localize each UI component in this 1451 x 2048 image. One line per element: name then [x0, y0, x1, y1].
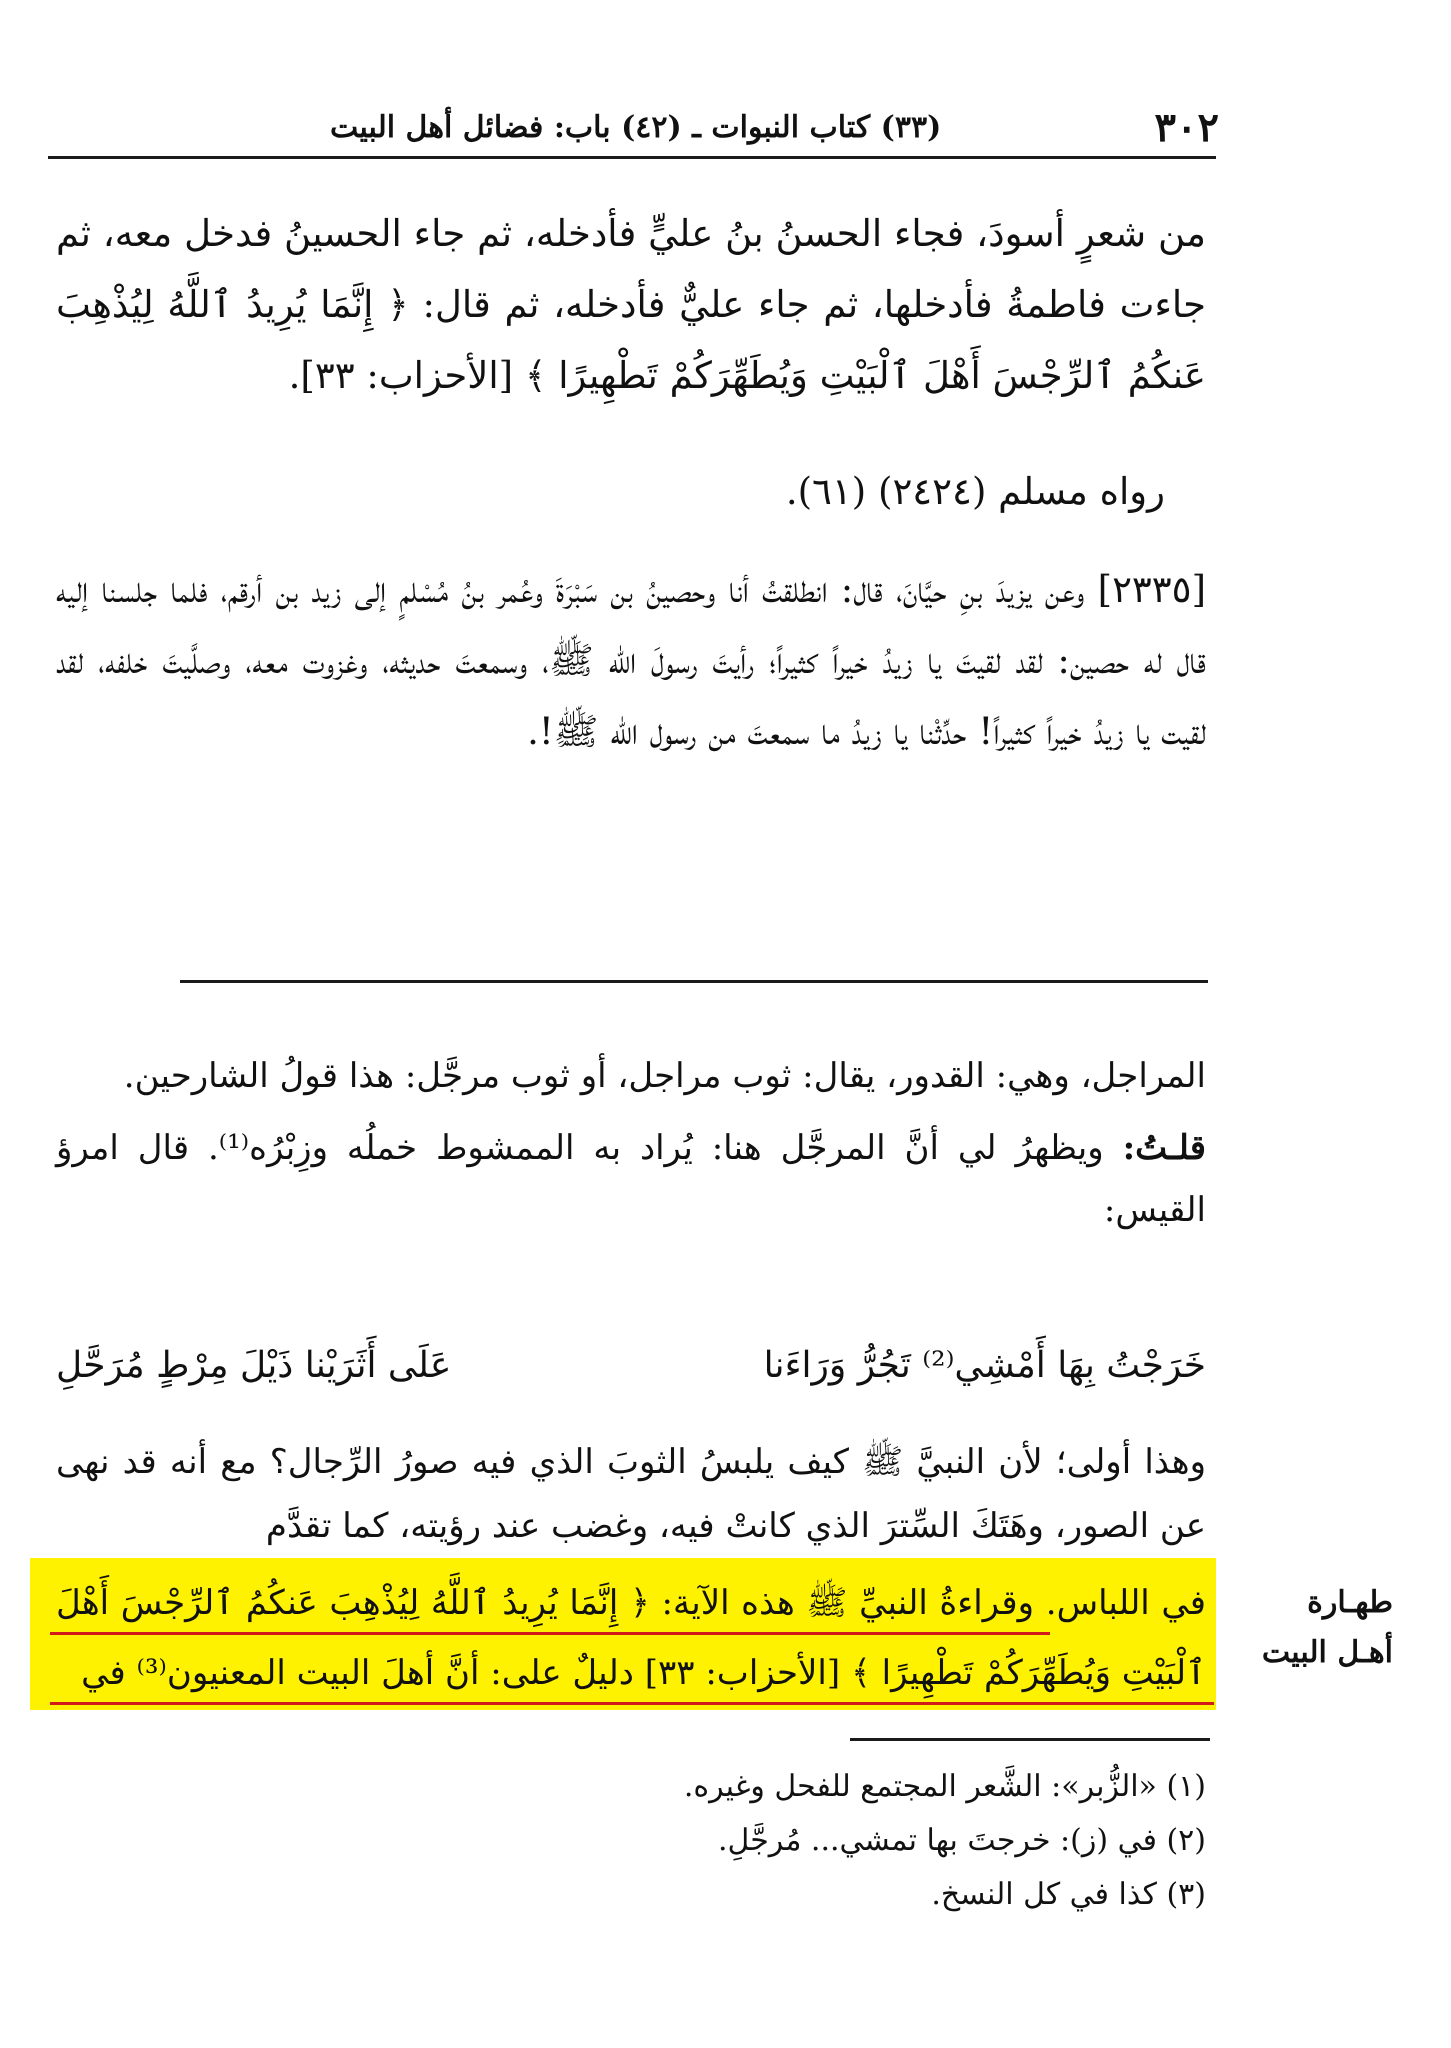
- footnote-3: (٣) كذا في كل النسخ.: [931, 1877, 1206, 1912]
- main-paragraph-2: [56, 554, 1206, 767]
- footnote-2: (٢) في (ز): خرجتَ بها تمشي... مُرجَّلِ.: [717, 1823, 1206, 1858]
- main-paragraph-1: [56, 198, 1206, 411]
- red-underline-2: [50, 1702, 1214, 1705]
- commentary-paragraph-1: المراجل، وهي: القدور، يقال: ثوب مراجل، أو ثوب مرجَّل: هذا قولُ الشارحين.: [123, 1056, 1206, 1096]
- footnote-rule: [850, 1738, 1210, 1741]
- header-rule: [48, 156, 1216, 159]
- highlighted-text: وقراءةُ النبيِّ ﷺ هذه الآية: ﴿ إِنَّمَا يُرِيدُ ٱللَّهُ لِيُذْهِبَ عَنكُمُ ٱلرِّجْسَ أَهْلَ ٱلْبَيْتِ وَيُطَهِّرَكُمْ تَطْهِيرًا ﴾ [الأحزاب: ٣٣] دليلٌ على: أنَّ أهلَ البيت المعنيون⁽³⁾ في: [56, 1583, 1206, 1693]
- hadith-text-2: [٢٣٣٥] وعن يزيدَ بنِ حيَّانَ، قال: انطلقتُ أنا وحصينُ بن سَبْرَةَ وعُمر بنُ مُسْلمٍ إلى زيد بن أرقم، فلما جلسنا إليه قال له حصين: لقد لقيتَ يا زيدُ خيراً كثيراً؛ رأيتَ رسولَ الله ﷺ، وسمعتَ حديثه، وغزوت معه، وصلَّيتَ خلفه، لقد لقيت يا زيدُ خيراً كثيراً! حدِّثْنا يا زيدُ ما سمعتَ من رسول الله ﷺ!.: [56, 568, 1206, 753]
- margin-note: طهـارة أهـل البيت: [1261, 1585, 1393, 1670]
- commentary-paragraph-3: وهذا أولى؛ لأن النبيَّ ﷺ كيف يلبسُ الثوبَ الذي فيه صورُ الرِّجال؟ مع أنه قد نهى عن الصور، وهَتَكَ السِّترَ الذي كانتْ فيه، وغضب عند رؤيته، كما تقدَّم: [56, 1442, 1206, 1546]
- commentary-paragraph-2-text: ويظهرُ لي أنَّ المرجَّل هنا: يُراد به الممشوط خملُه وزِبْرُه⁽¹⁾. قال امرؤ القيس:: [56, 1128, 1206, 1230]
- poem-hemistich-1: خَرَجْتُ بِهَا أَمْشِي⁽²⁾ تَجُرُّ وَرَاءَنا: [763, 1345, 1206, 1386]
- poem-hemistich-2: عَلَى أَثَرَيْنا ذَيْلَ مِرْطٍ مُرَحَّلِ: [56, 1345, 452, 1386]
- qultu-label: قلـتُ:: [1122, 1128, 1206, 1168]
- commentary-block: [56, 1045, 1206, 1251]
- highlighted-passage: [56, 1568, 1206, 1708]
- hadith-text-1: من شعرٍ أسودَ، فجاء الحسنُ بنُ عليٍّ فأدخله، ثم جاء الحسينُ فدخل معه، ثم جاءت فاطمةُ فأدخلها، ثم جاء عليٌّ فأدخله، ثم قال: ﴿ إِنَّمَا يُرِيدُ ٱللَّهُ لِيُذْهِبَ عَنكُمُ ٱلرِّجْسَ أَهْلَ ٱلْبَيْتِ وَيُطَهِّرَكُمْ تَطْهِيرًا ﴾ [الأحزاب: ٣٣].: [56, 212, 1206, 397]
- poem-verse: [56, 1345, 1206, 1415]
- footnotes: [56, 1762, 1206, 1924]
- page-number: ٣٠٢: [1154, 104, 1219, 151]
- red-underline-1: [50, 1632, 1050, 1635]
- commentary-paragraph-2: [56, 1117, 1206, 1241]
- hadith-citation: رواه مسلم (٢٤٢٤) (٦١).: [785, 470, 1165, 513]
- footnote-1: (١) «الزُّبر»: الشَّعر المجتمع للفحل وغيره.: [683, 1769, 1206, 1804]
- running-title: (٣٣) كتاب النبوات ـ (٤٢) باب: فضائل أهل البيت: [330, 110, 942, 145]
- highlight-lead: في اللباس.: [1045, 1583, 1206, 1623]
- section-separator: [180, 980, 1208, 983]
